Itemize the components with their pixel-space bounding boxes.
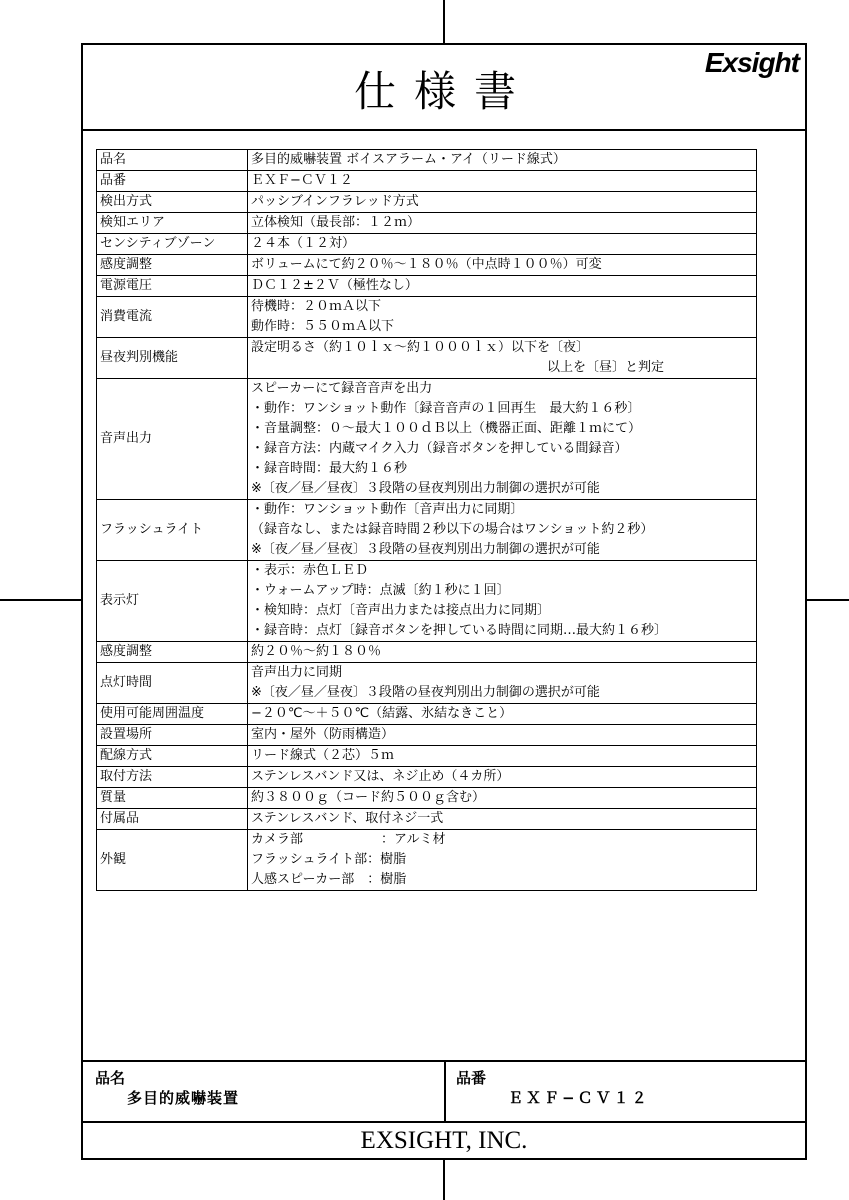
spec-value-line: 設定明るさ（約１０ｌｘ〜約１０００ｌｘ）以下を〔夜〕 bbox=[251, 340, 590, 355]
spec-key: フラッシュライト bbox=[97, 500, 248, 561]
spec-row bbox=[97, 338, 757, 379]
spec-value-line: パッシブインフラレッド方式 bbox=[251, 194, 419, 209]
header-divider bbox=[83, 129, 805, 131]
spec-value-line: ・動作：ワンショット動作〔録音音声の１回再生 最大約１６秒〕 bbox=[251, 401, 641, 416]
spec-value bbox=[248, 767, 757, 788]
spec-value bbox=[248, 379, 757, 500]
spec-value-line: 約３８００ｇ（コード約５００ｇ含む） bbox=[251, 790, 486, 805]
crop-mark-top bbox=[443, 0, 445, 43]
spec-value bbox=[248, 809, 757, 830]
spec-key: 配線方式 bbox=[97, 746, 248, 767]
crop-mark-bottom bbox=[443, 1160, 445, 1200]
spec-row bbox=[97, 561, 757, 642]
spec-row bbox=[97, 500, 757, 561]
spec-value-line: 待機時：２０ｍＡ以下 bbox=[251, 299, 382, 314]
spec-key: 点灯時間 bbox=[97, 663, 248, 704]
spec-row bbox=[97, 213, 757, 234]
spec-value-line: 以上を〔昼〕と判定 bbox=[547, 360, 665, 375]
spec-row bbox=[97, 663, 757, 704]
spec-row bbox=[97, 255, 757, 276]
spec-value-line: リード線式（２芯）５ｍ bbox=[251, 748, 395, 763]
spec-key: 電源電圧 bbox=[97, 276, 248, 297]
spec-row bbox=[97, 379, 757, 500]
spec-value-line: フラッシュライト部：樹脂 bbox=[251, 852, 407, 867]
spec-key: 感度調整 bbox=[97, 642, 248, 663]
spec-key: 消費電流 bbox=[97, 297, 248, 338]
spec-row bbox=[97, 788, 757, 809]
footer-name-value: 多目的威嚇装置 bbox=[127, 1089, 240, 1107]
spec-row bbox=[97, 830, 757, 891]
spec-row bbox=[97, 192, 757, 213]
spec-row bbox=[97, 746, 757, 767]
spec-value-line: −２０℃〜＋５０℃（結露、氷結なきこと） bbox=[251, 706, 513, 721]
footer-name-label: 品名 bbox=[95, 1069, 126, 1087]
spec-row bbox=[97, 767, 757, 788]
spec-key: 品番 bbox=[97, 171, 248, 192]
spec-value-line: 動作時：５５０ｍＡ以下 bbox=[251, 319, 395, 334]
spec-key: 昼夜判別機能 bbox=[97, 338, 248, 379]
spec-key: 表示灯 bbox=[97, 561, 248, 642]
spec-key: 外観 bbox=[97, 830, 248, 891]
spec-value-line: カメラ部 ：アルミ材 bbox=[251, 832, 446, 847]
spec-value-line: ・録音時：点灯〔録音ボタンを押している時間に同期…最大約１６秒〕 bbox=[251, 623, 668, 638]
spec-value-line: ※〔夜／昼／昼夜〕３段階の昼夜判別出力制御の選択が可能 bbox=[251, 685, 600, 700]
spec-key: 感度調整 bbox=[97, 255, 248, 276]
spec-value bbox=[248, 561, 757, 642]
spec-value bbox=[248, 663, 757, 704]
spec-value bbox=[248, 704, 757, 725]
spec-value bbox=[248, 150, 757, 171]
spec-value bbox=[248, 746, 757, 767]
spec-value-line: ＥＸＦ−ＣＶ１２ bbox=[251, 173, 353, 188]
spec-table-body bbox=[97, 150, 757, 891]
spec-value bbox=[248, 255, 757, 276]
spec-key: 設置場所 bbox=[97, 725, 248, 746]
spec-key: 検出方式 bbox=[97, 192, 248, 213]
spec-row bbox=[97, 276, 757, 297]
spec-value bbox=[248, 642, 757, 663]
spec-value bbox=[248, 830, 757, 891]
spec-value-line: 人感スピーカー部 ：樹脂 bbox=[251, 872, 407, 887]
crop-mark-right bbox=[807, 599, 849, 601]
spec-key: 取付方法 bbox=[97, 767, 248, 788]
spec-value bbox=[248, 725, 757, 746]
spec-value-line: ・動作：ワンショット動作〔音声出力に同期〕 bbox=[251, 502, 524, 517]
spec-value-line: ２４本（１２対） bbox=[251, 236, 356, 251]
spec-value-line: 音声出力に同期 bbox=[251, 665, 343, 680]
spec-value bbox=[248, 338, 757, 379]
page-title: 仕様書 bbox=[353, 67, 534, 116]
spec-value-line: ・表示：赤色ＬＥＤ bbox=[251, 563, 369, 578]
spec-value-line: ※〔夜／昼／昼夜〕３段階の昼夜判別出力制御の選択が可能 bbox=[251, 481, 600, 496]
spec-value-line: 立体検知（最長部：１２ｍ） bbox=[251, 215, 421, 230]
spec-value-line: ＤＣ１２±２Ｖ（極性なし） bbox=[251, 278, 418, 293]
spec-key: 品名 bbox=[97, 150, 248, 171]
spec-row bbox=[97, 809, 757, 830]
spec-value-line: スピーカーにて録音音声を出力 bbox=[251, 381, 433, 396]
company-name: EXSIGHT, INC. bbox=[360, 1127, 528, 1154]
spec-value-line: ・検知時：点灯〔音声出力または接点出力に同期〕 bbox=[251, 603, 551, 618]
crop-mark-left bbox=[0, 599, 81, 601]
spec-value-line: ・録音時間：最大約１６秒 bbox=[251, 461, 408, 476]
spec-value-line: ステンレスバンド、取付ネジ一式 bbox=[251, 811, 444, 826]
spec-row bbox=[97, 171, 757, 192]
spec-value bbox=[248, 297, 757, 338]
spec-value-line: ・音量調整：０〜最大１００ｄＢ以上（機器正面、距離１ｍにて） bbox=[251, 421, 642, 436]
spec-value-line: ・ウォームアップ時：点滅〔約１秒に１回〕 bbox=[251, 583, 510, 598]
footer-number-value: ＥＸＦ−ＣＶ１２ bbox=[508, 1089, 650, 1107]
spec-value-line: 室内・屋外（防雨構造） bbox=[251, 727, 395, 742]
spec-value bbox=[248, 234, 757, 255]
spec-value-line: 多目的威嚇装置 ボイスアラーム・アイ（リード線式） bbox=[251, 152, 566, 167]
spec-value bbox=[248, 276, 757, 297]
footer-bottom-divider bbox=[83, 1121, 805, 1123]
footer-number-label: 品番 bbox=[456, 1069, 487, 1087]
spec-row bbox=[97, 150, 757, 171]
spec-table bbox=[96, 149, 757, 891]
spec-value-line: ボリュームにて約２０％〜１８０％（中点時１００％）可変 bbox=[251, 257, 602, 272]
footer-column-divider bbox=[444, 1060, 446, 1122]
spec-key: 使用可能周囲温度 bbox=[97, 704, 248, 725]
spec-value bbox=[248, 213, 757, 234]
spec-value bbox=[248, 500, 757, 561]
spec-value-line: ※〔夜／昼／昼夜〕３段階の昼夜判別出力制御の選択が可能 bbox=[251, 542, 600, 557]
spec-key: 音声出力 bbox=[97, 379, 248, 500]
spec-value-line: 約２０％〜約１８０％ bbox=[251, 644, 382, 659]
spec-row bbox=[97, 704, 757, 725]
spec-value bbox=[248, 171, 757, 192]
spec-key: センシティブゾーン bbox=[97, 234, 248, 255]
spec-row bbox=[97, 234, 757, 255]
spec-value bbox=[248, 192, 757, 213]
spec-value-line: ・録音方法：内蔵マイク入力（録音ボタンを押している間録音） bbox=[251, 441, 628, 456]
spec-value-line: （録音なし、または録音時間２秒以下の場合はワンショット約２秒） bbox=[251, 522, 654, 537]
spec-key: 付属品 bbox=[97, 809, 248, 830]
spec-value bbox=[248, 788, 757, 809]
spec-value-line: ステンレスバンド又は、ネジ止め（４カ所） bbox=[251, 769, 510, 784]
spec-key: 質量 bbox=[97, 788, 248, 809]
spec-row bbox=[97, 297, 757, 338]
spec-row bbox=[97, 642, 757, 663]
brand-logo: Exsight bbox=[704, 47, 799, 78]
spec-row bbox=[97, 725, 757, 746]
spec-sheet-frame bbox=[81, 43, 807, 1160]
spec-key: 検知エリア bbox=[97, 213, 248, 234]
